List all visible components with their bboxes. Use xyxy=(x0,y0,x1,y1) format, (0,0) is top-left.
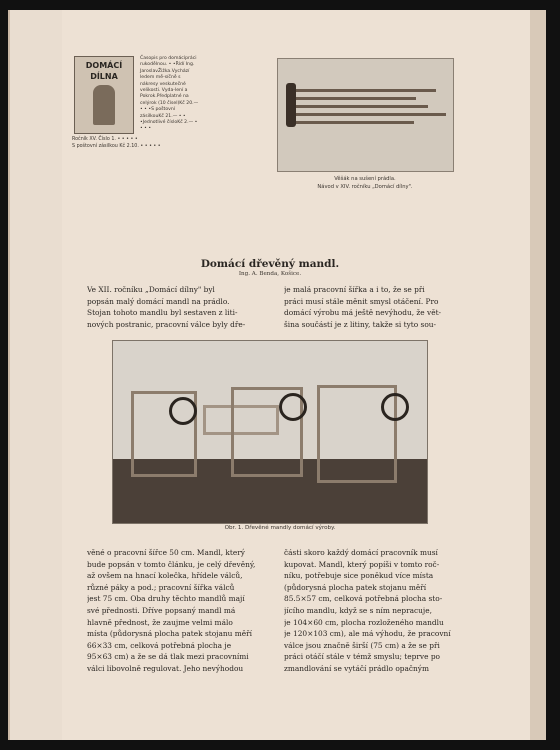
text-line: zmandlování se vytáčí prádlo opačným xyxy=(284,663,429,673)
text-line: věné o pracovní šířce 50 cm. Mandl, který xyxy=(87,548,245,557)
text-line: kupovat. Mandl, který popíši v tomto roč- xyxy=(284,559,440,569)
rack-bar xyxy=(296,97,416,100)
logo-word-2: DÍLNA xyxy=(90,72,118,81)
text-line: nových postranic, pracovní válce byly dře- xyxy=(87,319,246,329)
text-line: domácí výrobu má ještě nevýhodu, že vět- xyxy=(284,308,442,318)
mangle-wheel-icon xyxy=(381,393,409,421)
masthead-info-line: Časopis pro domácí xyxy=(140,56,186,61)
masthead-info-line: síčně s nákresy ve xyxy=(140,75,181,87)
mangle-wheel-icon xyxy=(279,393,307,421)
text-line: níku, potřebuje sice poněkud více místa xyxy=(284,571,434,581)
text-line: jest 75 cm. Oba druhy těchto mandlů mají xyxy=(87,594,245,604)
text-line: Ve XII. ročníku „Domácí dílny" byl xyxy=(87,285,215,294)
text-line: práci otáčí stále v témž smyslu; teprve po xyxy=(284,652,440,662)
masthead-info-line: S poštovní zásilkou xyxy=(140,107,176,119)
magazine-logo xyxy=(74,56,134,134)
rack-bar xyxy=(296,105,428,108)
masthead-info-line: práci rukodělnou. • • xyxy=(140,56,197,68)
mangle-photo xyxy=(112,340,428,524)
text-line: je 120×103 cm), ale má výhodu, že pracovní xyxy=(284,629,451,639)
top-caption-line: Věšák na sušení prádla. xyxy=(334,176,396,182)
masthead-info-line: Jednotlivé číslo xyxy=(142,120,178,126)
binding-shadow xyxy=(530,10,546,740)
rack-post xyxy=(286,83,296,127)
text-line: válci libovolně regulovat. Jeho nevýhodou xyxy=(87,663,244,673)
text-column-left-bottom xyxy=(87,547,267,675)
text-line: je malá pracovní šířka a i to, že se při xyxy=(284,285,425,294)
text-line: 66×33 cm, celková potřebná plocha je xyxy=(87,640,232,650)
text-line: své přednosti. Dříve popsaný mandl má xyxy=(87,605,236,615)
text-line: jícího mandlu, když se s ním nepracuje, xyxy=(284,605,432,615)
masthead-info-line: Kč 20.— • • • xyxy=(140,100,199,113)
issue-info xyxy=(72,136,202,150)
text-column-right-bottom xyxy=(284,547,456,675)
text-column-left-top xyxy=(87,284,267,330)
mangle-wheel-icon xyxy=(169,397,197,425)
masthead-info-line: Vychází ledem mě- xyxy=(140,68,190,81)
text-line: válce jsou značně širší (75 cm) a že se při xyxy=(284,640,440,650)
text-line: hlavně přednost, že zaujme velmi málo xyxy=(87,617,233,627)
logo-figure-icon xyxy=(93,85,115,125)
text-line: popsán malý domácí mandl na prádlo. xyxy=(87,296,230,306)
figure-caption: Obr. 1. Dřevěné mandly domácí výroby. xyxy=(224,525,336,531)
text-line: různé páky a pod.; pracovní šířka válců xyxy=(87,582,235,592)
masthead-info xyxy=(140,56,200,133)
logo-word-1: DOMÁCÍ xyxy=(85,61,123,70)
text-line: bude popsán v tomto článku, je celý dřevěný, xyxy=(87,559,256,569)
text-line: místa (půdorysná plocha patek stojanu měří xyxy=(87,629,253,639)
masthead-info-line: Kč 2.— • • • • xyxy=(140,120,198,132)
drying-rack-photo xyxy=(277,58,454,172)
issue-line: Ročník XV. Číslo 1. • • • • • xyxy=(72,137,138,142)
top-photo-caption xyxy=(285,176,445,191)
masthead-info-line: skutečné velikosti. Vyda- xyxy=(140,81,186,94)
rack-bar xyxy=(296,121,414,124)
masthead-info-line: Žižka. xyxy=(157,68,172,74)
masthead-info-line: Kč 21.— • • • xyxy=(140,113,186,126)
article-title: Domácí dřevěný mandl. xyxy=(200,258,340,270)
masthead-info-line: lení a Pokrok. xyxy=(140,88,188,100)
article-author: Ing. A. Benda, Košice. xyxy=(238,271,302,277)
masthead-info-line: rok (10 čísel) xyxy=(149,100,180,106)
text-line: části skoro každý domácí pracovník musí xyxy=(284,548,438,557)
text-line: Stojan tohoto mandlu byl sestaven z liti- xyxy=(87,308,238,318)
text-line: 95×63 cm) a že se dá tlak mezi pracovními xyxy=(87,652,249,662)
masthead-info-line: Předplatné na celý xyxy=(140,94,189,106)
text-line: práci musí stále měnit smysl otáčení. Pro xyxy=(284,296,439,306)
masthead-info-line: Řídí Ing. Jaroslav xyxy=(140,62,195,74)
text-column-right-top xyxy=(284,284,456,330)
text-line: až ovšem na hnací kolečka, hřídele válců, xyxy=(87,571,243,581)
issue-postage-line: S poštovní zásilkou Kč 2.10. • • • • • xyxy=(72,144,161,149)
rack-bar xyxy=(296,89,436,92)
text-line: 85.5×57 cm, celková potřebná plocha sto- xyxy=(284,594,443,604)
rack-bar xyxy=(296,113,446,116)
text-line: je 104×60 cm, plocha rozloženého mandlu xyxy=(284,617,444,627)
text-line: (půdorysná plocha patek stojanu měří xyxy=(284,582,427,592)
top-caption-line: Návod v XIV. ročníku „Domácí dílny". xyxy=(317,183,413,190)
text-line: šina součástí je z litiny, takže si tyto sou- xyxy=(284,319,437,329)
